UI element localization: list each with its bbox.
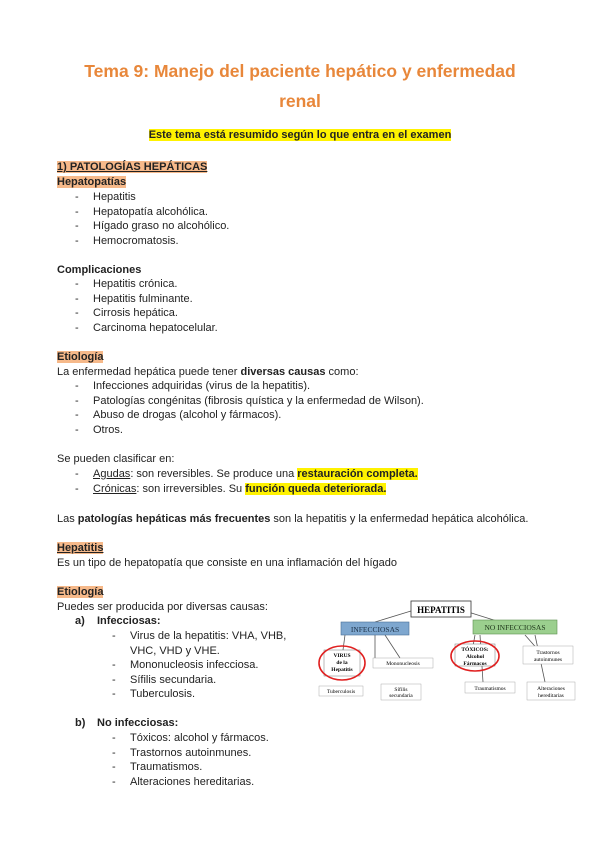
list-item: - Otros. <box>75 423 123 436</box>
list-item: - Trastornos autoinmunes. <box>112 746 252 759</box>
list-item: - Mononucleosis infecciosa. <box>112 659 259 671</box>
list-item: - Carcinoma hepatocelular. <box>75 321 218 334</box>
node-toxicos-l2: Alcohol <box>465 654 485 660</box>
node-traumatismos-label: Traumatismos <box>474 686 506 692</box>
list-item: - Patologías congénitas (fibrosis quística y la enfermedad de Wilson). <box>75 394 424 407</box>
etiologia-label-wrap <box>57 350 103 365</box>
node-sifilis-l1: Sífilis <box>394 687 408 693</box>
hepatitis-label-wrap <box>57 541 103 556</box>
diagram-svg <box>315 600 583 710</box>
list-item: - Virus de la hepatitis: VHA, VHB, VHC, VHD y VHE. <box>112 630 287 657</box>
list-item: - Traumatismos. <box>112 761 203 773</box>
node-mono-label: Mononucleosis <box>386 661 420 667</box>
subtitle-wrap <box>0 129 600 141</box>
subtitle: Este tema está resumido según lo que entra en el examen <box>148 129 452 141</box>
etiologia-list <box>75 379 424 437</box>
clasificar-text: Se pueden clasificar en: <box>57 453 175 465</box>
list-item: - Tóxicos: alcohol y fármacos. <box>112 732 269 744</box>
section1-heading: 1) PATOLOGÍAS HEPÁTICAS <box>57 161 208 173</box>
list-item: - Infecciones adquiridas (virus de la hepatitis). <box>75 380 311 392</box>
etiologia2-intro: Puedes ser producida por diversas causas: <box>57 601 268 613</box>
hepatopatias-label-wrap <box>57 175 126 190</box>
list-item: - Alteraciones hereditarias. <box>112 775 255 788</box>
complicaciones-list <box>75 277 218 335</box>
page-title-line2: renal <box>279 91 321 111</box>
complicaciones-label: Complicaciones <box>57 264 142 276</box>
page-title: Tema 9: Manejo del paciente hepático y enfermedad <box>84 61 516 81</box>
frecuentes-text: Las patologías hepáticas más frecuentes son la hepatitis y la enfermedad hepática alcohólica. <box>57 513 529 525</box>
etiologia2-label-wrap <box>57 585 103 600</box>
node-alteraciones-l1: Alteraciones <box>537 686 565 692</box>
hepatopatias-label: Hepatopatías <box>57 176 127 188</box>
list-item: - Hepatitis fulminante. <box>75 292 193 305</box>
hepatitis-diagram <box>315 600 583 710</box>
hepatitis-definition: Es un tipo de hepatopatía que consiste en una inflamación del hígado <box>57 557 398 569</box>
node-tuber-label: Tuberculosis <box>326 689 356 695</box>
node-infecciosas-label: INFECCIOSAS <box>350 625 400 634</box>
node-no-infecciosas-label: NO INFECCIOSAS <box>484 623 546 632</box>
node-hepatitis-label: HEPATITIS <box>417 605 465 615</box>
list-item: - Hemocromatosis. <box>75 234 179 247</box>
clasificacion-list <box>75 467 418 496</box>
list-item: - Agudas: son reversibles. Se produce una restauración completa. <box>75 468 418 480</box>
node-virus-l2: de la <box>336 660 348 666</box>
etiologia-label: Etiología <box>57 351 104 363</box>
list-item: - Crónicas: son irreversibles. Su función queda deteriorada. <box>75 482 387 495</box>
node-toxicos-l3: Fármacos <box>463 661 487 667</box>
hepatitis-label: Hepatitis <box>57 542 104 554</box>
infecciosas-list <box>112 629 307 702</box>
no-infecciosas-heading: b) No infecciosas: <box>75 717 179 729</box>
section-heading <box>57 160 207 175</box>
list-item: - Hepatitis <box>75 191 136 203</box>
node-autoinmunes-l1: Trastornos <box>536 650 560 656</box>
hepatopatias-list <box>75 190 229 248</box>
list-item: - Sífilis secundaria. <box>112 673 217 686</box>
list-item: - Abuso de drogas (alcohol y fármacos). <box>75 409 282 421</box>
node-virus-l1: VIRUS <box>333 653 351 659</box>
etiologia2-label: Etiología <box>57 586 104 598</box>
list-item: - Hígado graso no alcohólico. <box>75 220 230 232</box>
node-autoinmunes-l2: autoinmunes <box>533 657 563 663</box>
node-alteraciones-l2: hereditarias <box>538 693 564 699</box>
list-item: - Cirrosis hepática. <box>75 307 178 319</box>
node-sifilis-l2: secundaria <box>389 693 413 699</box>
list-item: - Hepatitis crónica. <box>75 278 178 290</box>
no-infecciosas-list <box>112 731 269 789</box>
list-item: - Hepatopatía alcohólica. <box>75 205 208 218</box>
node-virus-l3: Hepatitis <box>331 667 353 673</box>
etiologia-intro: La enfermedad hepática puede tener diversas causas como: <box>57 366 359 378</box>
list-item: - Tuberculosis. <box>112 688 196 700</box>
node-toxicos-l1: TÓXICOS: <box>461 647 489 653</box>
infecciosas-heading: a) Infecciosas: <box>75 615 161 627</box>
